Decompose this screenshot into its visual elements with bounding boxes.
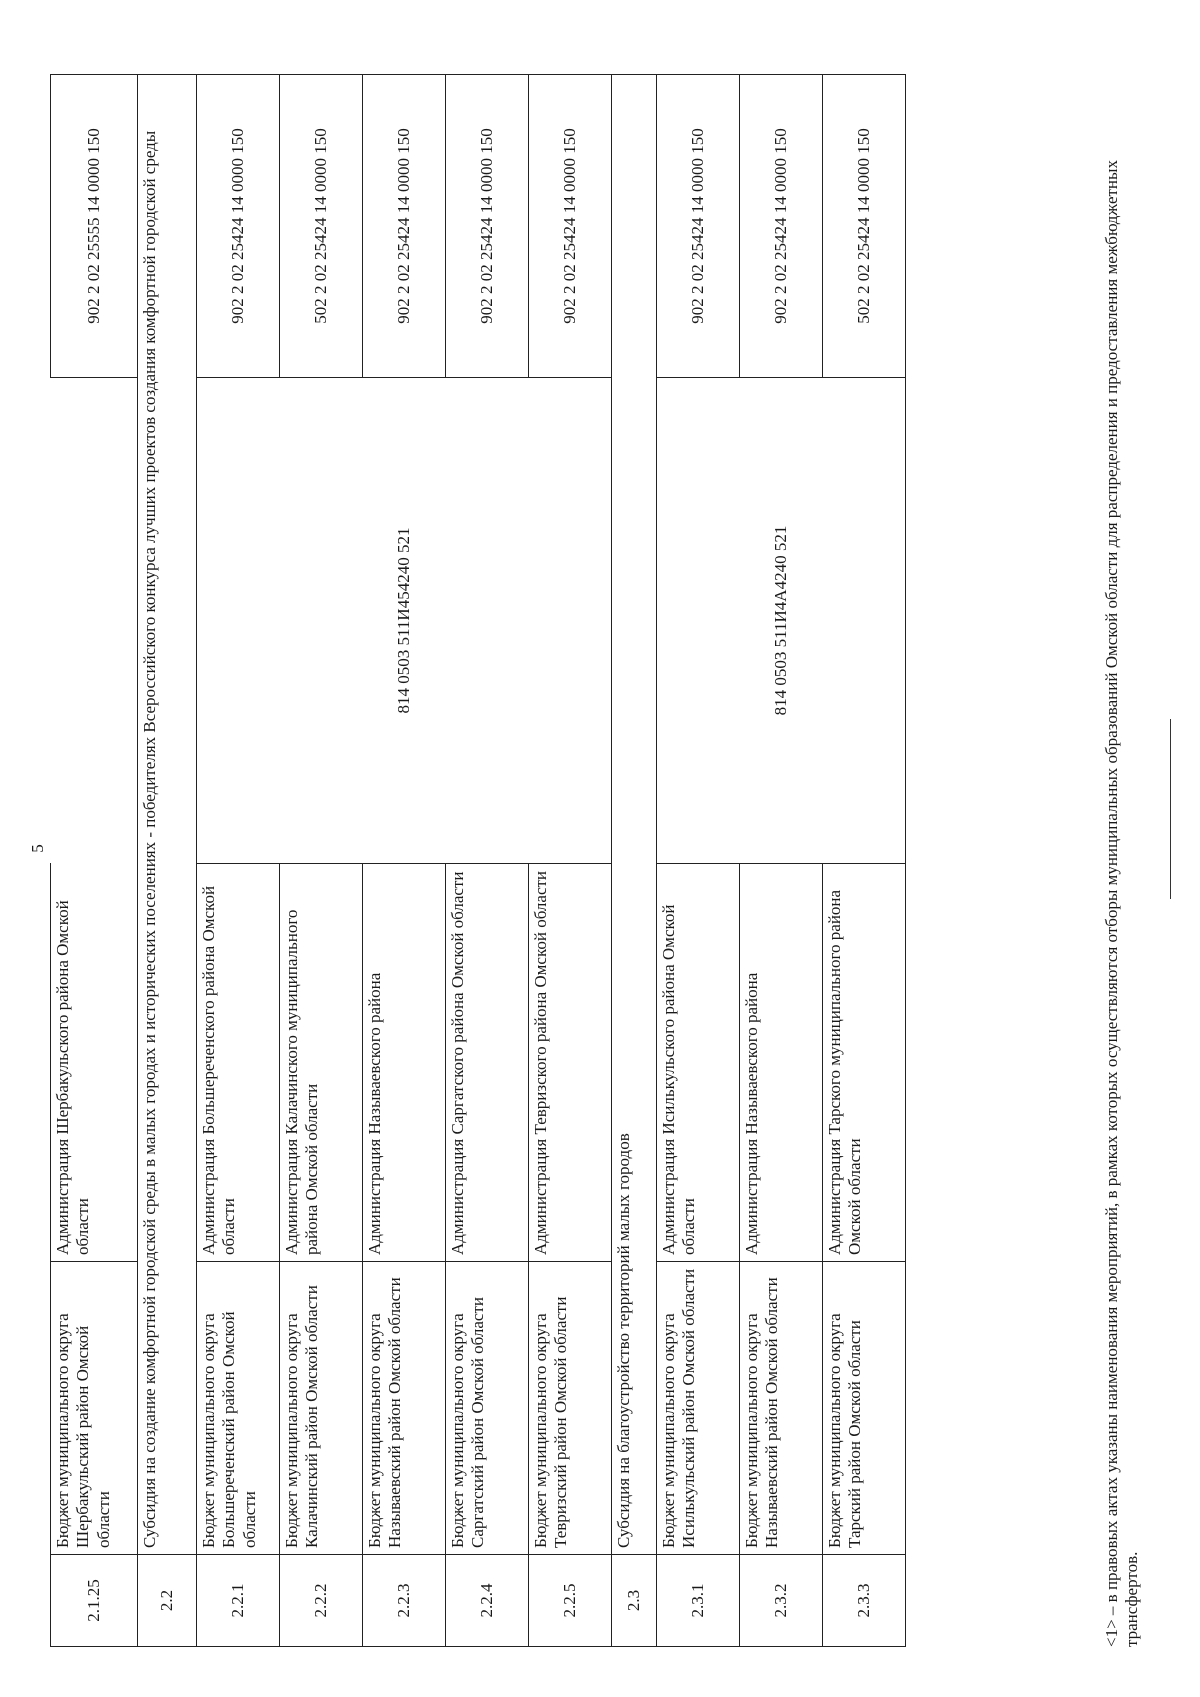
row-number: 2.3.2 [740, 1555, 823, 1647]
section-title: Субсидия на создание комфортной городской среды в малых городах и исторических поселениях - победителях Всероссийского конкурса лучших проектов создания комфортной городской среды [138, 75, 197, 1555]
row-number: 2.2.2 [280, 1555, 363, 1647]
row-number: 2.1.25 [51, 1555, 138, 1647]
budget-cell: Бюджет муниципального округа Называевский район Омской области [740, 1262, 823, 1555]
budget-cell: Бюджет муниципального округа Тарский район Омской области [823, 1262, 906, 1555]
footnote: <1> – в правовых актах указаны наименования мероприятий, в рамках которых осуществляются отборы муниципальных образований Омской области для распределения и предоставления межбюджетных трансфертов. [1102, 160, 1142, 1647]
table-row [51, 75, 138, 1647]
code-cell: 902 2 02 25424 14 0000 150 [363, 75, 446, 378]
section-title: Субсидия на благоустройство территорий малых городов [612, 75, 657, 1555]
budget-cell: Бюджет муниципального округа Шербакульский район Омской области [51, 1262, 138, 1555]
page-number: 5 [28, 844, 47, 853]
code-cell: 902 2 02 25424 14 0000 150 [446, 75, 529, 378]
budget-cell: Бюджет муниципального округа Тевризский район Омской области [529, 1262, 612, 1555]
section-row [138, 75, 197, 1647]
code-cell: 902 2 02 25424 14 0000 150 [740, 75, 823, 378]
budget-cell: Бюджет муниципального округа Большереченский район Омской области [197, 1262, 280, 1555]
table-row [657, 75, 740, 1647]
row-number: 2.3.1 [657, 1555, 740, 1647]
admin-cell: Администрация Называевского района [363, 864, 446, 1262]
section-number: 2.2 [138, 1555, 197, 1647]
row-number: 2.2.1 [197, 1555, 280, 1647]
code-cell: 902 2 02 25424 14 0000 150 [657, 75, 740, 378]
admin-cell: Администрация Тевризского района Омской области [529, 864, 612, 1262]
admin-cell: Администрация Исилькульского района Омской области [657, 864, 740, 1262]
admin-cell: Администрация Шербакульского района Омской области [51, 864, 138, 1262]
budget-cell: Бюджет муниципального округа Называевский район Омской области [363, 1262, 446, 1555]
empty-cell [51, 378, 138, 864]
code-cell: 902 2 02 25424 14 0000 150 [529, 75, 612, 378]
transfers-table [50, 74, 906, 1647]
row-number: 2.2.3 [363, 1555, 446, 1647]
budget-cell: Бюджет муниципального округа Исилькульский район Омской области [657, 1262, 740, 1555]
separator-line [1170, 719, 1171, 899]
merged-code-cell: 814 0503 511И4А4240 521 [657, 378, 906, 864]
code-cell: 502 2 02 25424 14 0000 150 [280, 75, 363, 378]
admin-cell: Администрация Калачинского муниципального района Омской области [280, 864, 363, 1262]
merged-code-cell: 814 0503 511И454240 521 [197, 378, 612, 864]
table-row [197, 75, 280, 1647]
budget-cell: Бюджет муниципального округа Калачинский район Омской области [280, 1262, 363, 1555]
admin-cell: Администрация Саргатского района Омской области [446, 864, 529, 1262]
section-number: 2.3 [612, 1555, 657, 1647]
code-cell: 502 2 02 25424 14 0000 150 [823, 75, 906, 378]
admin-cell: Администрация Называевского района [740, 864, 823, 1262]
code-cell: 902 2 02 25555 14 0000 150 [51, 75, 138, 378]
row-number: 2.2.5 [529, 1555, 612, 1647]
row-number: 2.3.3 [823, 1555, 906, 1647]
budget-cell: Бюджет муниципального округа Саргатский район Омской области [446, 1262, 529, 1555]
section-row [612, 75, 657, 1647]
row-number: 2.2.4 [446, 1555, 529, 1647]
code-cell: 902 2 02 25424 14 0000 150 [197, 75, 280, 378]
admin-cell: Администрация Тарского муниципального района Омской области [823, 864, 906, 1262]
admin-cell: Администрация Большереченского района Омской области [197, 864, 280, 1262]
